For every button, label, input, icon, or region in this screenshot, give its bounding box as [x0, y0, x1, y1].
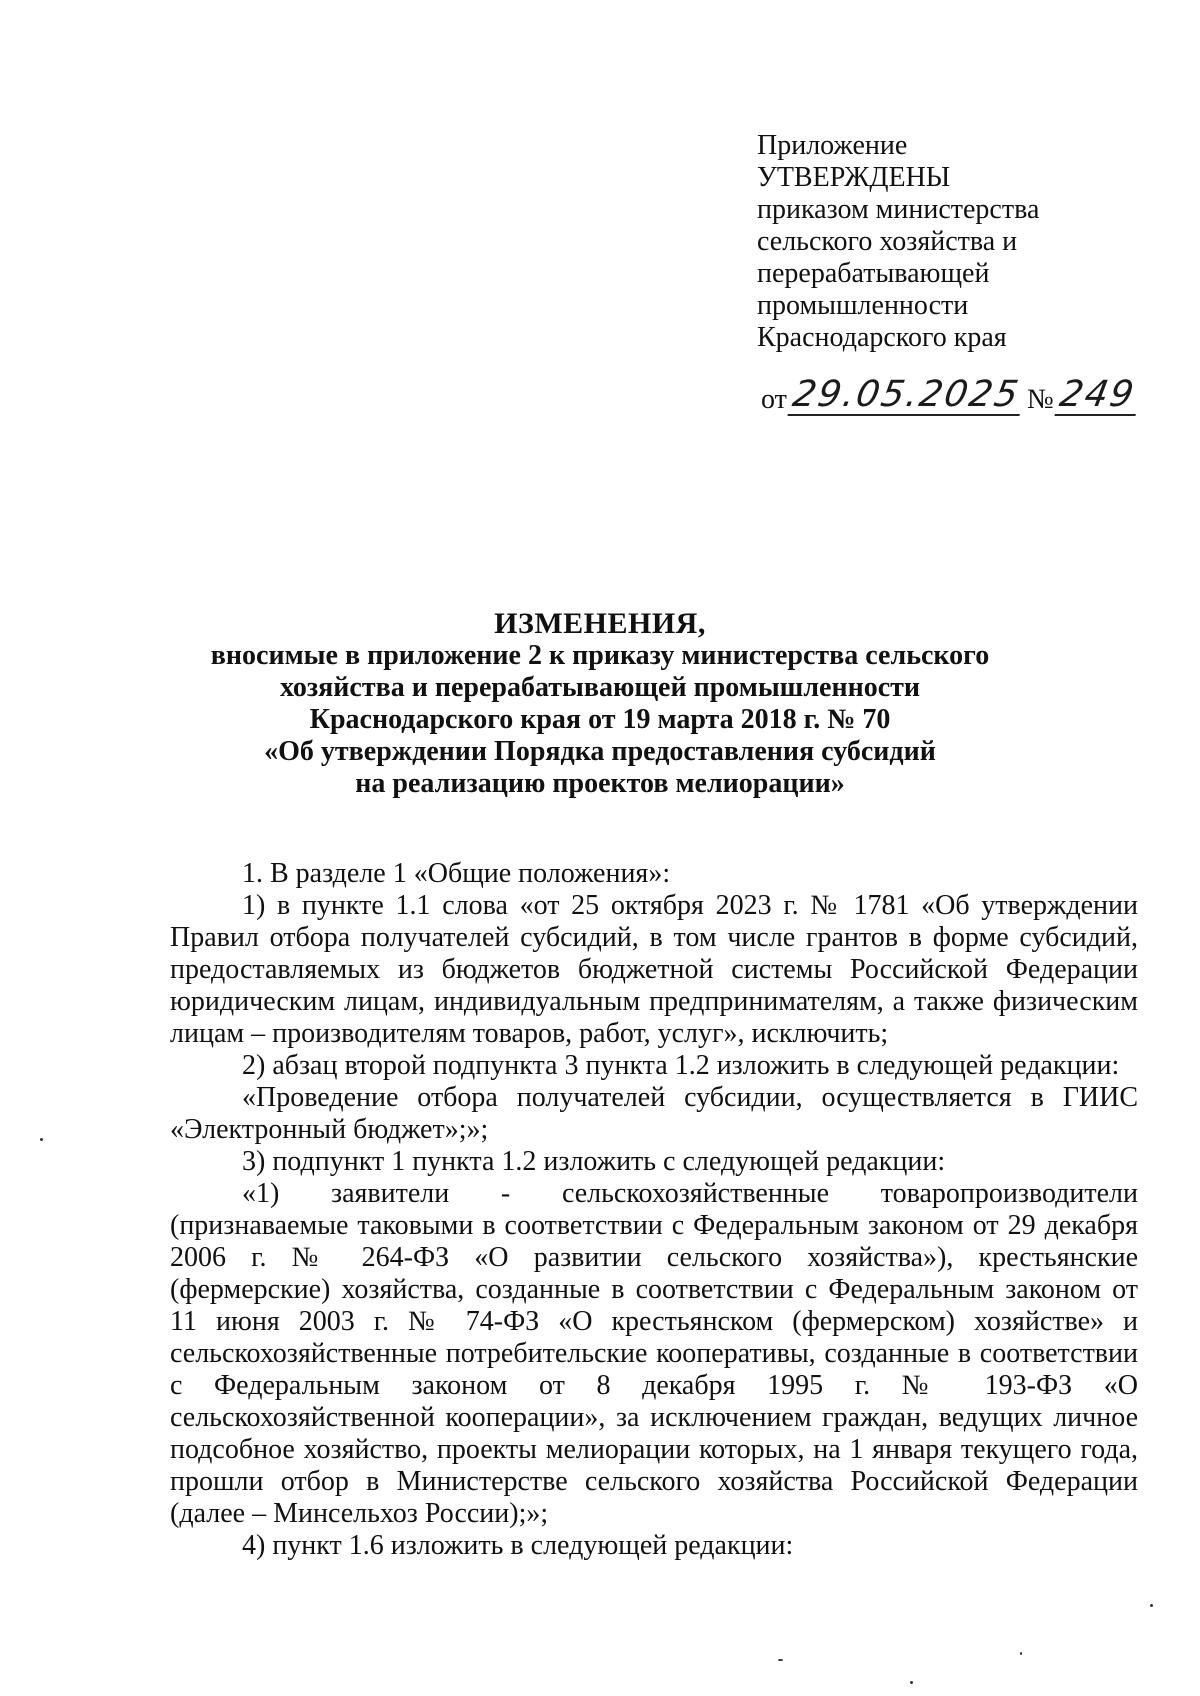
paragraph: 3) подпункт 1 пункта 1.2 изложить с следующей редакции: — [242, 1146, 946, 1177]
scan-speck — [1020, 1652, 1022, 1655]
title-line: вносимые в приложение 2 к приказу министерства сельского — [210, 640, 990, 671]
paragraph: 4) пункт 1.6 изложить в следующей редакции: — [242, 1530, 794, 1561]
title-heading: ИЗМЕНЕНИЯ, — [494, 607, 706, 640]
paragraph: 1. В разделе 1 «Общие положения»: — [242, 858, 671, 889]
paragraph: 1) в пункте 1.1 слова «от 25 октября 2023 г. № 1781 «Об утверждении Правил отбора получателей субсидий, в том числе грантов в форме субсидий, предоставляемых из бюджетов бюджетной системы Российской Федерации юридическим лицам, индивидуальным предпринимателям, а также физическим лицам – производителям товаров, работ, услуг», исключить; — [170, 890, 1138, 1049]
order-date-number — [757, 376, 1157, 416]
document-body — [170, 858, 1138, 1562]
title-line: на реализацию проектов мелиорации» — [355, 768, 845, 799]
scan-speck — [778, 1659, 783, 1661]
approval-line: приказом министерства — [757, 194, 1040, 225]
document-title — [150, 608, 1050, 800]
order-date: 29.05.2025 — [787, 376, 1026, 416]
order-number: 249 — [1054, 376, 1142, 416]
date-prefix: от — [761, 384, 787, 415]
number-prefix: № — [1027, 384, 1054, 415]
approval-line: перерабатывающей — [757, 258, 990, 289]
paragraph: 2) абзац второй подпункта 3 пункта 1.2 изложить в следующей редакции: — [242, 1050, 1120, 1081]
approval-line: промышленности — [757, 290, 969, 321]
scan-speck — [40, 1138, 43, 1141]
scan-speck — [910, 1681, 913, 1684]
approved-label: УТВЕРЖДЕНЫ — [757, 162, 951, 193]
paragraph: «Проведение отбора получателей субсидии, осуществляется в ГИИС «Электронный бюджет»;»; — [170, 1082, 1138, 1145]
appendix-label: Приложение — [757, 130, 908, 161]
title-line: «Об утверждении Порядка предоставления субсидий — [264, 736, 936, 767]
approval-block — [757, 130, 1157, 416]
scan-speck — [1150, 1604, 1153, 1607]
title-line: Краснодарского края от 19 марта 2018 г. № 70 — [309, 704, 891, 735]
approval-line: Краснодарского края — [757, 322, 1007, 353]
approval-line: сельского хозяйства и — [757, 226, 1018, 257]
paragraph: «1) заявители - сельскохозяйственные товаропроизводители (признаваемые таковыми в соответствии с Федеральным законом от 29 декабря 2006 г. № 264-ФЗ «О развитии сельского хозяйства»), крестьянские (фермерские) хозяйства, созданные в соответствии с Федеральным законом от 11 июня 2003 г. № 74-ФЗ «О крестьянском (фермерском) хозяйстве» и сельскохозяйственные потребительские кооперативы, созданные в соответствии с Федеральным законом от 8 декабря 1995 г. № 193-ФЗ «О сельскохозяйственной кооперации», за исключением граждан, ведущих личное подсобное хозяйство, проекты мелиорации которых, на 1 января текущего года, прошли отбор в Министерстве сельского хозяйства Российской Федерации (далее – Минсельхоз России);»; — [170, 1178, 1138, 1529]
title-line: хозяйства и перерабатывающей промышленности — [279, 672, 921, 703]
